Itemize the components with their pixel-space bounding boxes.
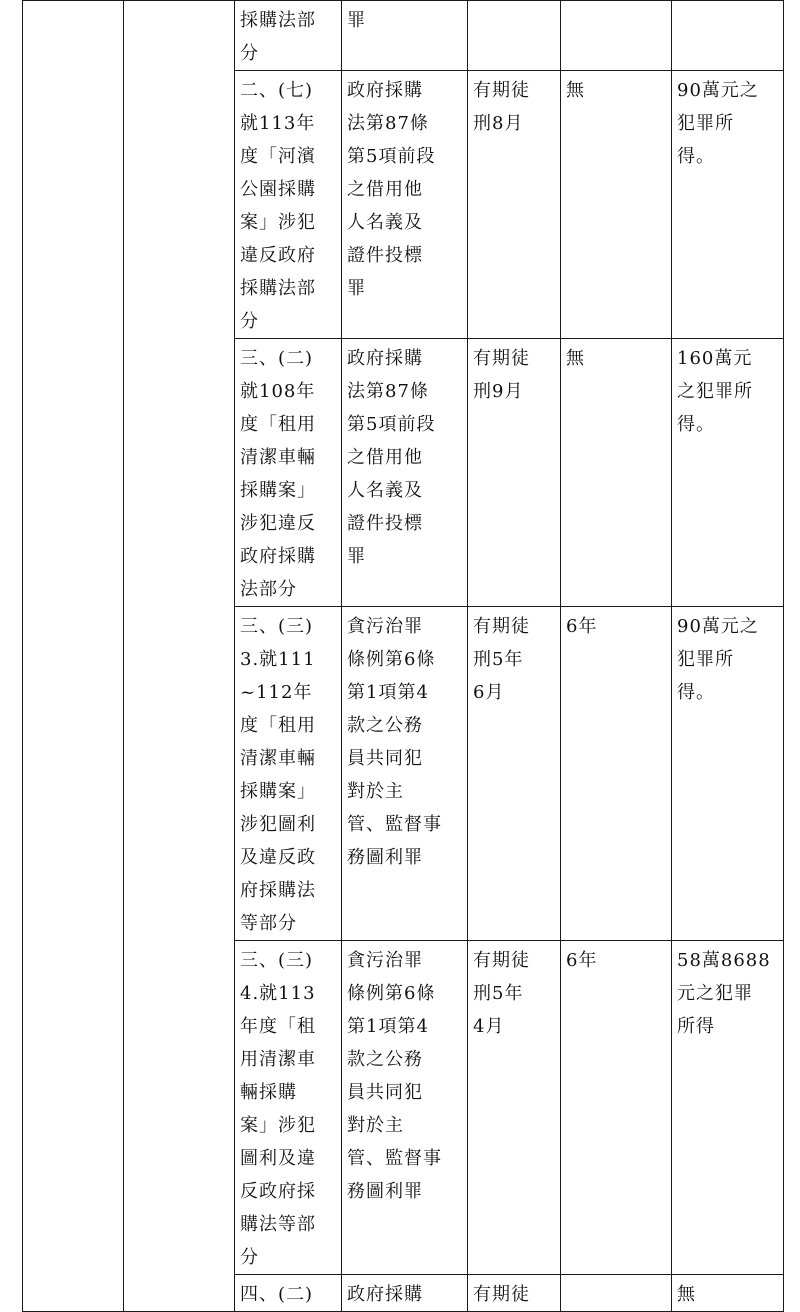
sentence-text: 有期徒 刑9月 [473, 348, 530, 402]
sentence-text: 有期徒 刑5年 6月 [473, 616, 530, 703]
deprivation-text: 無 [566, 80, 585, 101]
sentence-cell [468, 71, 561, 339]
deprivation-text: 6年 [566, 616, 598, 637]
sentence-text: 有期徒 刑8月 [473, 80, 530, 134]
item-cell [235, 71, 342, 339]
sentence-text: 有期徒 刑5年 4月 [473, 950, 530, 1037]
proceeds-cell [672, 941, 784, 1275]
law-text: 罪 [347, 10, 366, 31]
item-text: 三、(三) 4.就113 年度「租 用清潔車 輛採購 案」涉犯 圖利及違 反政府採 購法等部 分 [240, 950, 316, 1268]
sentence-cell [468, 339, 561, 607]
item-cell [235, 941, 342, 1275]
law-cell [342, 339, 468, 607]
law-text: 政府採購 法第87條 第5項前段 之借用他 人名義及 證件投標 罪 [347, 348, 436, 567]
proceeds-text: 160萬元 之犯罪所 得。 [677, 348, 753, 435]
item-text: 四、(二) [240, 1284, 314, 1305]
proceeds-cell [672, 71, 784, 339]
law-text: 貪污治罪 條例第6條 第1項第4 款之公務 員共同犯 對於主 管、監督事 務圖利罪 [347, 950, 442, 1202]
law-cell [342, 71, 468, 339]
law-cell [342, 1275, 468, 1312]
item-text: 二、(七) 就113年 度「河濱 公園採購 案」涉犯 違反政府 採購法部 分 [240, 80, 316, 332]
proceeds-text: 58萬8688 元之犯罪 所得 [677, 950, 771, 1037]
deprivation-cell [561, 607, 672, 941]
proceeds-cell [672, 339, 784, 607]
law-cell [342, 607, 468, 941]
proceeds-cell [672, 607, 784, 941]
deprivation-text: 6年 [566, 950, 598, 971]
defendant-column-cell [23, 1, 124, 1312]
law-cell [342, 1, 468, 71]
deprivation-cell [561, 941, 672, 1275]
item-text: 三、(三) 3.就111 ~112年 度「租用 清潔車輛 採購案」 涉犯圖利 及違反政 府採購法 等部分 [240, 616, 316, 934]
item-cell [235, 607, 342, 941]
deprivation-text: 無 [566, 348, 585, 369]
item-text: 採購法部 分 [240, 10, 316, 64]
sentence-text: 有期徒 [473, 1284, 530, 1305]
proceeds-cell [672, 1, 784, 71]
item-cell [235, 1275, 342, 1312]
law-text: 政府採購 法第87條 第5項前段 之借用他 人名義及 證件投標 罪 [347, 80, 436, 299]
sentence-cell [468, 941, 561, 1275]
deprivation-cell [561, 339, 672, 607]
proceeds-text: 90萬元之 犯罪所 得。 [677, 616, 759, 703]
deprivation-cell [561, 71, 672, 339]
sentence-cell [468, 1, 561, 71]
proceeds-cell [672, 1275, 784, 1312]
deprivation-cell [561, 1, 672, 71]
law-text: 政府採購 [347, 1284, 423, 1305]
law-cell [342, 941, 468, 1275]
sentence-cell [468, 1275, 561, 1312]
sentence-cell [468, 607, 561, 941]
sentencing-table [22, 0, 784, 1312]
item-cell [235, 1, 342, 71]
table-row [23, 1, 784, 71]
item-text: 三、(二) 就108年 度「租用 清潔車輛 採購案」 涉犯違反 政府採購 法部分 [240, 348, 316, 600]
law-text: 貪污治罪 條例第6條 第1項第4 款之公務 員共同犯 對於主 管、監督事 務圖利罪 [347, 616, 442, 868]
item-cell [235, 339, 342, 607]
proceeds-text: 無 [677, 1284, 696, 1305]
proceeds-text: 90萬元之 犯罪所 得。 [677, 80, 759, 167]
crime-column-cell [124, 1, 235, 1312]
deprivation-cell [561, 1275, 672, 1312]
